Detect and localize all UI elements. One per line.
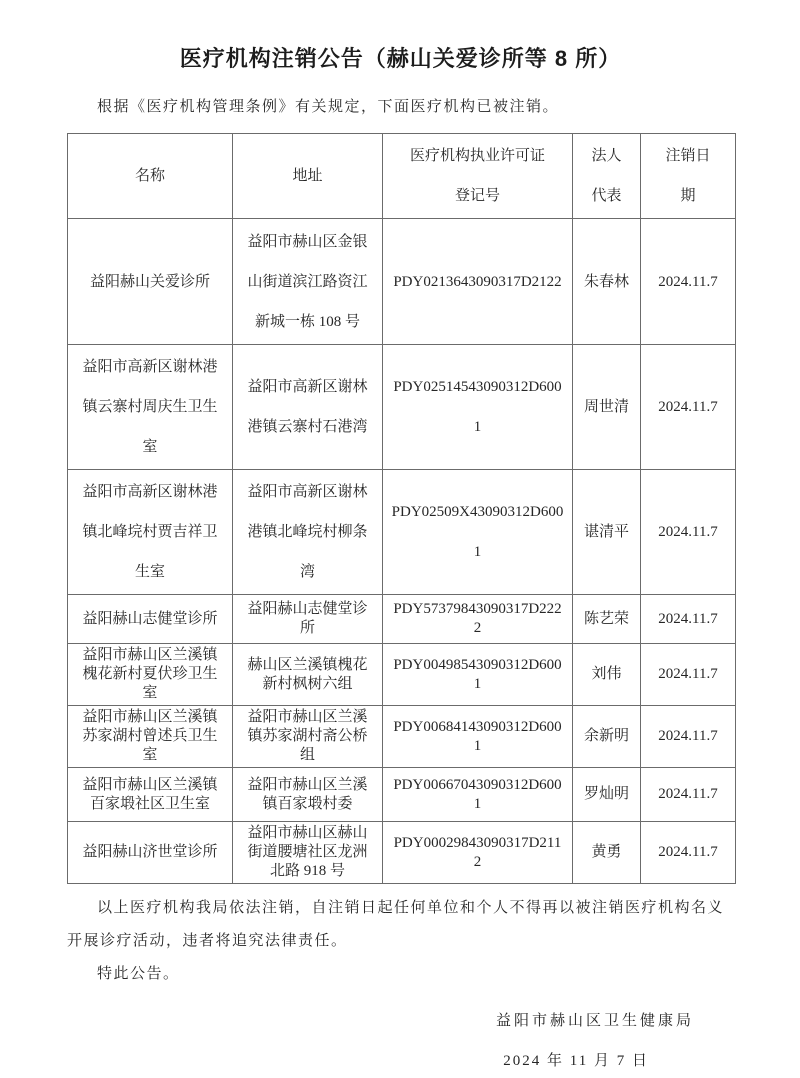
address-cell: 益阳市赫山区兰溪镇百家塅村委	[233, 768, 383, 822]
deregistration-table	[67, 133, 736, 884]
issuer-name: 益阳市赫山区卫生健康局	[495, 1013, 694, 1029]
header-legal-rep: 法人代表	[573, 134, 641, 219]
cancel-date-cell: 2024.11.7	[641, 706, 736, 768]
address-cell: 益阳赫山志健堂诊所	[233, 595, 383, 644]
cancel-date-cell: 2024.11.7	[641, 345, 736, 470]
address-cell: 益阳市赫山区赫山街道腰塘社区龙洲北路 918 号	[233, 822, 383, 884]
closing-note: 特此公告。	[97, 966, 180, 982]
address-cell: 益阳市赫山区金银山街道滨江路资江新城一栋 108 号	[233, 219, 383, 345]
name-cell: 益阳市赫山区兰溪镇百家塅社区卫生室	[68, 768, 233, 822]
license-cell: PDY02509X43090312D6001	[383, 470, 573, 595]
cancel-date-cell: 2024.11.7	[641, 768, 736, 822]
header-name: 名称	[68, 134, 233, 219]
legal-rep-cell: 陈艺荣	[573, 595, 641, 644]
legal-rep-cell: 罗灿明	[573, 768, 641, 822]
license-cell: PDY00029843090317D2112	[383, 822, 573, 884]
intro-paragraph: 根据《医疗机构管理条例》有关规定，下面医疗机构已被注销。	[97, 99, 560, 115]
table-header-row	[68, 134, 736, 219]
name-cell: 益阳赫山关爱诊所	[68, 219, 233, 345]
page-title: 医疗机构注销公告（赫山关爱诊所等 8 所）	[179, 46, 622, 71]
legal-rep-cell: 朱春林	[573, 219, 641, 345]
name-cell: 益阳市高新区谢林港镇北峰垸村贾吉祥卫生室	[68, 470, 233, 595]
legal-rep-cell: 黄勇	[573, 822, 641, 884]
table-row	[68, 706, 736, 768]
cancel-date-cell: 2024.11.7	[641, 595, 736, 644]
name-cell: 益阳市高新区谢林港镇云寨村周庆生卫生室	[68, 345, 233, 470]
license-cell: PDY0213643090317D2122	[383, 219, 573, 345]
table-row	[68, 768, 736, 822]
header-address: 地址	[233, 134, 383, 219]
table-row	[68, 595, 736, 644]
license-cell: PDY02514543090312D6001	[383, 345, 573, 470]
address-cell: 益阳市高新区谢林港镇北峰垸村柳条湾	[233, 470, 383, 595]
cancel-date-cell: 2024.11.7	[641, 644, 736, 706]
legal-rep-cell: 余新明	[573, 706, 641, 768]
table-row	[68, 822, 736, 884]
license-cell: PDY00684143090312D6001	[383, 706, 573, 768]
address-cell: 益阳市高新区谢林港镇云寨村石港湾	[233, 345, 383, 470]
legal-rep-cell: 谌清平	[573, 470, 641, 595]
name-cell: 益阳市赫山区兰溪镇苏家湖村曾述兵卫生室	[68, 706, 233, 768]
cancel-date-cell: 2024.11.7	[641, 822, 736, 884]
closing-paragraph: 以上医疗机构我局依法注销，自注销日起任何单位和个人不得再以被注销医疗机构名义开展诊疗活动，违者将追究法律责任。	[67, 900, 725, 949]
cancel-date-cell: 2024.11.7	[641, 470, 736, 595]
issue-date: 2024 年 11 月 7 日	[503, 1053, 649, 1069]
legal-rep-cell: 周世清	[573, 345, 641, 470]
header-cancel-date: 注销日期	[641, 134, 736, 219]
license-cell: PDY57379843090317D2222	[383, 595, 573, 644]
table-row	[68, 219, 736, 345]
license-cell: PDY00498543090312D6001	[383, 644, 573, 706]
table-row	[68, 345, 736, 470]
address-cell: 益阳市赫山区兰溪镇苏家湖村斋公桥组	[233, 706, 383, 768]
address-cell: 赫山区兰溪镇槐花新村枫树六组	[233, 644, 383, 706]
name-cell: 益阳赫山志健堂诊所	[68, 595, 233, 644]
name-cell: 益阳市赫山区兰溪镇槐花新村夏伏珍卫生室	[68, 644, 233, 706]
cancel-date-cell: 2024.11.7	[641, 219, 736, 345]
table-row	[68, 644, 736, 706]
name-cell: 益阳赫山济世堂诊所	[68, 822, 233, 884]
legal-rep-cell: 刘伟	[573, 644, 641, 706]
license-cell: PDY00667043090312D6001	[383, 768, 573, 822]
table-row	[68, 470, 736, 595]
header-license: 医疗机构执业许可证登记号	[383, 134, 573, 219]
